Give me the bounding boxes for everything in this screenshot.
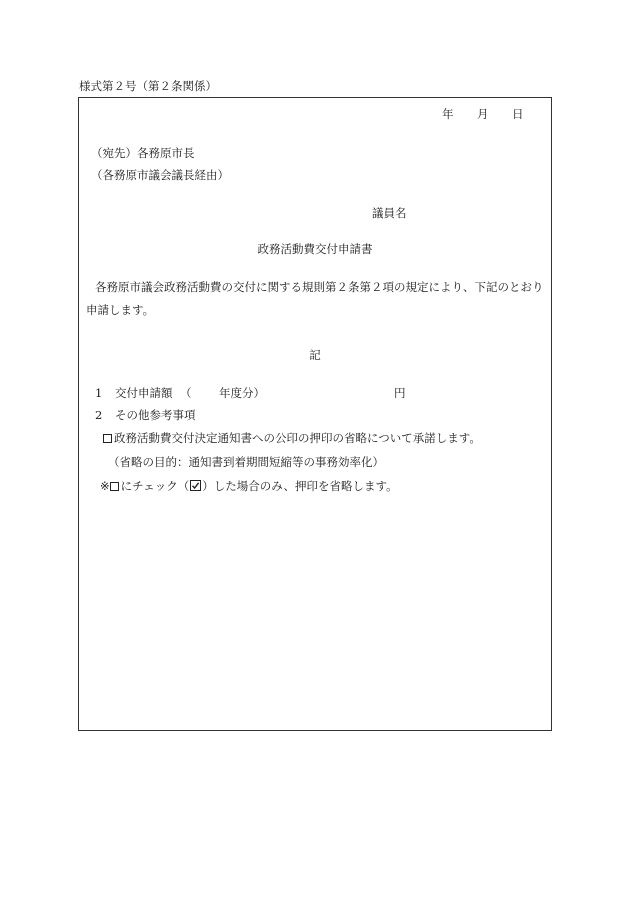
form-number: 様式第２号（第２条関係） [79,79,217,93]
date-day-label: 日 [512,107,524,121]
item2-label: その他参考事項 [115,408,196,422]
note-suffix: ）した場合のみ、押印を省略します。 [202,479,398,493]
purpose-note: （省略の目的：通知書到着期間短縮等の事務効率化） [108,455,384,469]
via-chairman: （各務原市議会議長経由） [91,168,229,182]
document-title: 政務活動費交付申請書 [257,242,373,256]
body-text-line1: 各務原市議会政務活動費の交付に関する規則第２条第２項の規定により、下記のとおり [95,280,544,294]
consent-line [103,433,481,445]
addressee: （宛先）各務原市長 [91,146,195,160]
ki-heading: 記 [309,348,321,362]
note-middle: にチェック（ [120,479,190,493]
item1-year-suffix: 年度分） [219,386,265,400]
checked-checkbox-icon [190,480,201,491]
item1-label: 交付申請額 [115,386,173,400]
date-month-label: 月 [477,107,489,121]
consent-text: 政務活動費交付決定通知書への公印の押印の省略について承諾します。 [114,431,481,445]
member-name-label: 議員名 [372,206,407,220]
item2-number: 2 [95,408,103,422]
date-year-label: 年 [442,107,454,121]
item1-yen-unit: 円 [394,386,406,400]
note-prefix: ※ [100,479,110,493]
item1-paren-open: （ [180,386,192,400]
empty-checkbox-icon [110,482,119,491]
body-text-line2: 申請します。 [86,303,155,317]
item1-number: 1 [95,386,103,400]
consent-checkbox[interactable] [103,434,112,443]
check-note [100,480,398,493]
